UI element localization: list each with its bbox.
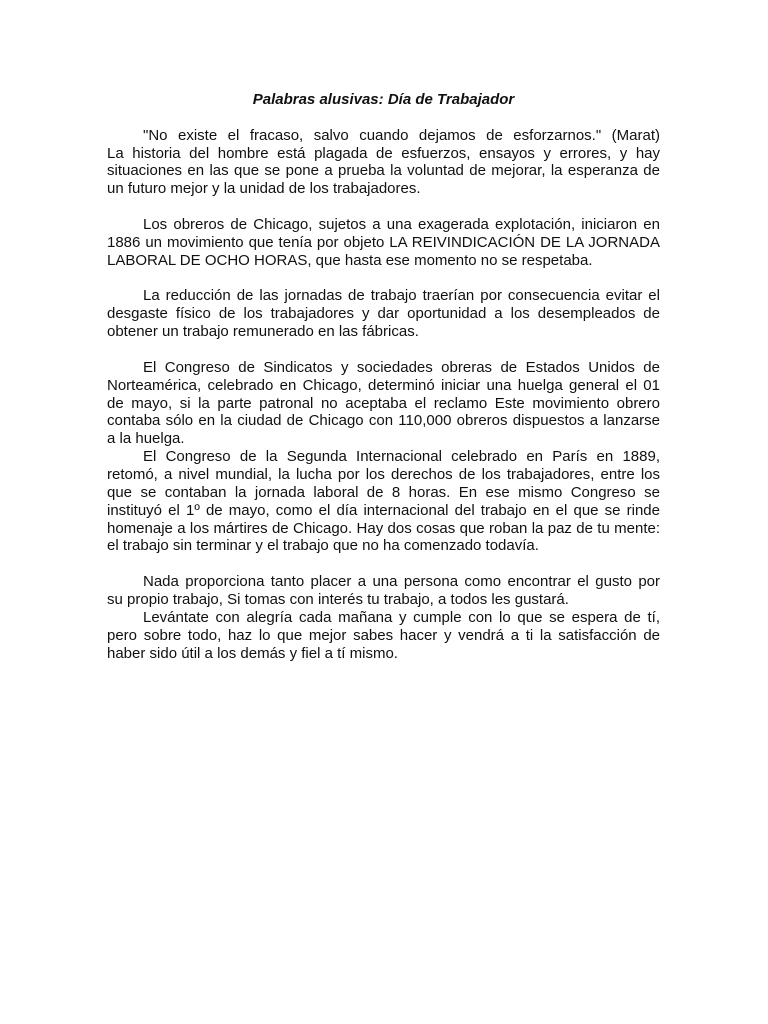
text-line: La reducción de las jornadas de trabajo traerían por consecuencia evitar el	[143, 287, 660, 305]
document-body	[107, 91, 660, 680]
text-line: un futuro mejor y la unidad de los trabajadores.	[107, 180, 421, 198]
text-line: a la huelga.	[107, 430, 185, 448]
text-line: su propio trabajo, Si tomas con interés tu trabajo, a todos les gustará.	[107, 591, 569, 609]
paragraph	[107, 287, 660, 341]
text-line: El Congreso de Sindicatos y sociedades obreras de Estados Unidos de	[143, 358, 660, 376]
text-line: LABORAL DE OCHO HORAS, que hasta ese momento no se respetaba.	[107, 251, 593, 269]
page-title: Palabras alusivas: Día de Trabajador	[252, 91, 515, 108]
text-line: situaciones en las que se pone a prueba la voluntad de mejorar, la esperanza de	[107, 162, 660, 180]
text-line: Los obreros de Chicago, sujetos a una exagerada explotación, iniciaron en	[143, 216, 660, 234]
paragraph	[107, 216, 660, 270]
text-line: "No existe el fracaso, salvo cuando dejamos de esforzarnos." (Marat)	[143, 126, 660, 144]
paragraph	[107, 609, 660, 663]
text-line: contaba sólo en la ciudad de Chicago con 110,000 obreros dispuestos a lanzarse	[107, 412, 660, 430]
text-line: La historia del hombre está plagada de esfuerzos, ensayos y errores, y hay	[107, 144, 660, 162]
paragraph	[107, 359, 660, 448]
text-line: haber sido útil a los demás y fiel a tí mismo.	[107, 644, 398, 662]
paragraph-group	[107, 573, 660, 662]
text-line: obtener un trabajo remunerado en las fábricas.	[107, 323, 419, 341]
paragraph	[107, 573, 660, 609]
text-line: que se contaban la jornada laboral de 8 horas. En ese mismo Congreso se	[107, 483, 660, 501]
text-line: El Congreso de la Segunda Internacional celebrado en París en 1889,	[143, 448, 660, 466]
paragraph-group	[107, 287, 660, 341]
text-line: Levántate con alegría cada mañana y cumple con lo que se espera de tí,	[143, 608, 660, 626]
text-line: Norteamérica, celebrado en Chicago, determinó iniciar una huelga general el 01	[107, 376, 660, 394]
text-line: de mayo, si la parte patronal no aceptaba el reclamo Este movimiento obrero	[107, 394, 660, 412]
text-line: pero sobre todo, haz lo que mejor sabes hacer y vendrá a ti la satisfacción de	[107, 626, 660, 644]
text-line: 1886 un movimiento que tenía por objeto LA REIVINDICACIÓN DE LA JORNADA	[107, 233, 660, 251]
text-line: el trabajo sin terminar y el trabajo que no ha comenzado todavía.	[107, 537, 539, 555]
text-line: homenaje a los mártires de Chicago. Hay dos cosas que roban la paz de tu mente:	[107, 519, 660, 537]
text-line: retomó, a nivel mundial, la lucha por los derechos de los trabajadores, entre los	[107, 466, 660, 484]
paragraph-group	[107, 359, 660, 555]
paragraph-group	[107, 127, 660, 198]
text-line: instituyó el 1º de mayo, como el día internacional del trabajo en el que se rinde	[107, 501, 660, 519]
paragraph	[107, 127, 660, 198]
paragraph	[107, 448, 660, 555]
paragraph-group	[107, 216, 660, 270]
text-line: desgaste físico de los trabajadores y dar oportunidad a los desempleados de	[107, 305, 660, 323]
text-line: Nada proporciona tanto placer a una persona como encontrar el gusto por	[143, 573, 660, 591]
